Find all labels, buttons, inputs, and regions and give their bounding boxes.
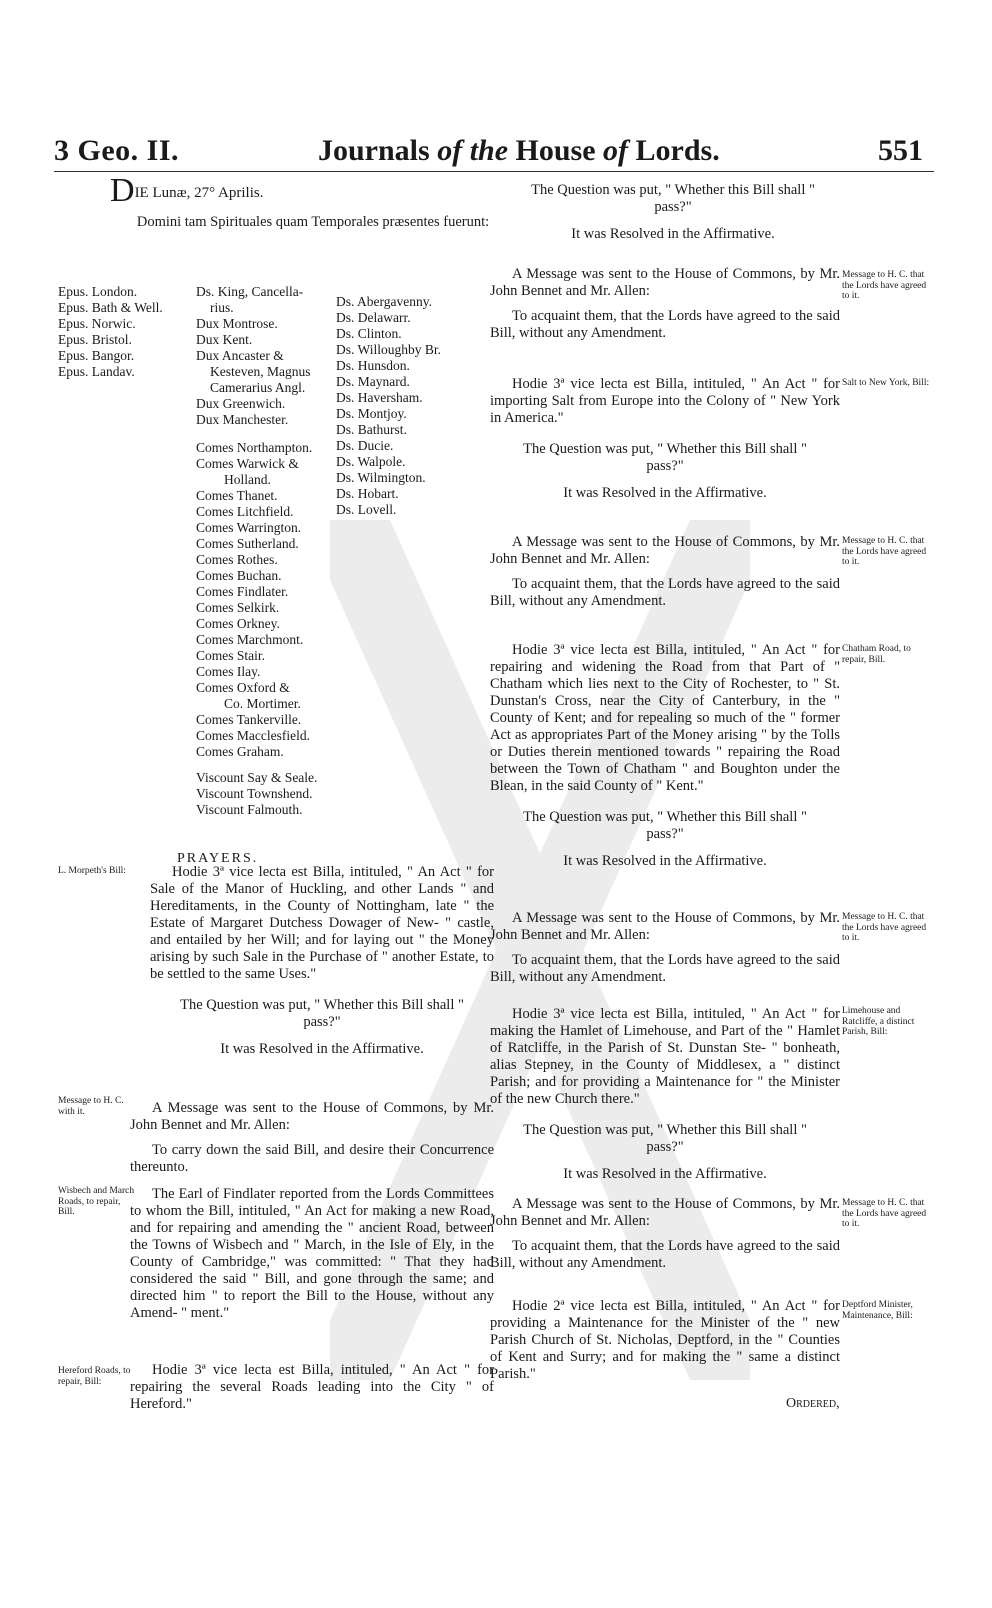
chatham-bill-entry <box>490 642 840 870</box>
message-entry <box>490 266 840 342</box>
list-item: Ds. Haversham. <box>336 390 423 405</box>
list-item: Comes Marchmont. <box>196 632 304 647</box>
list-item: Comes Tankerville. <box>196 712 302 727</box>
list-item: Ds. Bathurst. <box>336 422 407 437</box>
list-item: Ds. Hunsdon. <box>336 358 410 373</box>
message-entry <box>490 534 840 610</box>
bill-text: Hodie 3ª vice lecta est Billa, intituled, " An Act " for repairing the several Roads leading into the City " of Hereford." <box>130 1362 494 1412</box>
list-item: Comes Selkirk. <box>196 600 280 615</box>
wisbech-report-entry <box>130 1186 494 1322</box>
list-item: Epus. London. <box>58 284 138 299</box>
message-purpose: To acquaint them, that the Lords have agreed to the said Bill, without any Amendment. <box>490 952 840 985</box>
margin-note: Message to H. C. that the Lords have agreed to it. <box>842 912 927 943</box>
deptford-bill-entry <box>490 1298 840 1383</box>
list-item: Comes Thanet. <box>196 488 278 503</box>
margin-note: Deptford Minister, Maintenance, Bill: <box>842 1300 913 1321</box>
morpeth-bill-entry <box>150 864 494 1058</box>
list-item: Viscount Falmouth. <box>196 802 303 817</box>
list-item: Comes Northampton. <box>196 440 313 455</box>
list-item: Comes Rothes. <box>196 552 278 567</box>
list-item: Comes Macclesfield. <box>196 728 310 743</box>
list-item: Ds. Wilmington. <box>336 470 426 485</box>
message-entry <box>490 910 840 986</box>
resolution-text: It was Resolved in the Affirmative. <box>563 485 767 501</box>
list-item: Ds. Willoughby Br. <box>336 342 441 357</box>
list-item: Ds. Delawarr. <box>336 310 411 325</box>
list-item: Ds. Lovell. <box>336 502 397 517</box>
left-column <box>110 172 496 231</box>
bill-text: Hodie 3ª vice lecta est Billa, intituled, " An Act " for making the Hamlet of Limehouse, and Part of the " Hamlet of Ratcliffe, in the Parish of St. Dunstan Ste- " bonheath, alias Stepney, in the County of Middlesex, a " distinct Parish; and for providing a Maintenance for " the Minister of the new Church there." <box>490 1006 840 1107</box>
list-item: Ds. Walpole. <box>336 454 406 469</box>
list-item: Comes Stair. <box>196 648 266 663</box>
list-item: Viscount Say & Seale. <box>196 770 318 785</box>
bill-text: Hodie 2ª vice lecta est Billa, intituled, " An Act " for providing a Maintenance for the Minister of the " new Parish Church of St. Nicholas, Deptford, in the " Counties of Kent and Surry; and for making the " same a distinct Parish." <box>490 1298 840 1382</box>
catchword: Ordered, <box>786 1396 840 1411</box>
margin-note: Hereford Roads, to repair, Bill: <box>58 1366 131 1387</box>
margin-note: L. Morpeth's Bill: <box>58 866 126 876</box>
list-item: Comes Orkney. <box>196 616 280 631</box>
list-item: Comes Litchfield. <box>196 504 294 519</box>
resolution-text: It was Resolved in the Affirmative. <box>571 226 775 242</box>
message-purpose: To acquaint them, that the Lords have agreed to the said Bill, without any Amendment. <box>490 308 840 341</box>
list-item: Co. Mortimer. <box>224 696 301 711</box>
list-item: Ds. Hobart. <box>336 486 399 501</box>
report-text: The Earl of Findlater reported from the Lords Committees to whom the Bill, intituled, " An Act for making a new Road, and for repairing and amending the " ancient Road, between the Towns of Wisbech and " March, in the Isle of Ely, in the County of Cambridge," was committed: " That they had considered the said " Bill, and gone through the same; and directed him " to report the Bill to the House, without any Amend- " ment." <box>130 1186 494 1321</box>
list-item: Dux Ancaster & <box>196 348 284 363</box>
limehouse-bill-entry <box>490 1006 840 1183</box>
margin-note: Message to H. C. that the Lords have agreed to it. <box>842 1198 927 1229</box>
list-item: Comes Buchan. <box>196 568 282 583</box>
list-item: Comes Graham. <box>196 744 284 759</box>
message-entry <box>130 1100 494 1176</box>
message-text: A Message was sent to the House of Commons, by Mr. John Bennet and Mr. Allen: <box>490 266 840 299</box>
header-rule <box>54 171 934 172</box>
list-item: Comes Ilay. <box>196 664 261 679</box>
resolution-text: It was Resolved in the Affirmative. <box>563 1166 767 1182</box>
sitting-date: DIE Lunæ, 27° Aprilis. <box>110 172 264 209</box>
question-text: The Question was put, " Whether this Bill shall " pass?" <box>180 997 464 1030</box>
message-purpose: To carry down the said Bill, and desire their Concurrence thereunto. <box>130 1142 494 1175</box>
margin-note: Message to H. C. that the Lords have agreed to it. <box>842 536 927 567</box>
margin-note: Limehouse and Ratcliffe, a distinct Parish, Bill: <box>842 1006 915 1037</box>
list-item: Epus. Landav. <box>58 364 135 379</box>
present-line: Domini tam Spirituales quam Temporales præsentes fuerunt: <box>136 214 490 230</box>
list-item: Comes Oxford & <box>196 680 290 695</box>
page-number: 551 <box>878 134 923 167</box>
running-title: Journals of the House of Lords. <box>318 134 720 167</box>
margin-note: Chatham Road, to repair, Bill. <box>842 644 911 665</box>
list-item: Ds. King, Cancella- <box>196 284 304 299</box>
list-item: Comes Findlater. <box>196 584 289 599</box>
salt-bill-entry <box>490 376 840 502</box>
list-item: Camerarius Angl. <box>210 380 306 395</box>
list-item: Dux Montrose. <box>196 316 278 331</box>
margin-note: Message to H. C. that the Lords have agreed to it. <box>842 270 927 301</box>
list-item: Epus. Norwic. <box>58 316 136 331</box>
message-purpose: To acquaint them, that the Lords have agreed to the said Bill, without any Amendment. <box>490 576 840 609</box>
question-text: The Question was put, " Whether this Bill shall " pass?" <box>531 182 815 215</box>
question-text: The Question was put, " Whether this Bill shall " pass?" <box>523 809 807 842</box>
question-text: The Question was put, " Whether this Bill shall " pass?" <box>523 1122 807 1155</box>
bill-text: Hodie 3ª vice lecta est Billa, intituled, " An Act " for repairing and widening the Road from that Part of " Chatham which lies next to the City of Rochester, to " St. Dunstan's Cross, near the City of Canterbury, in the " County of Kent; and for repealing so much of the " former Act as appropriates Part of the Money arising " by the Tolls or Duties therein mentioned towards " repairing the Road between the Town of Chatham " and Boughton under the Blean, in the said County of " Kent." <box>490 642 840 794</box>
list-item: Ds. Maynard. <box>336 374 410 389</box>
bill-text: Hodie 3ª vice lecta est Billa, intituled, " An Act " for importing Salt from Europe into the Colony of " New York in America." <box>490 376 840 426</box>
list-item: Dux Kent. <box>196 332 253 347</box>
list-item: Ds. Ducie. <box>336 438 394 453</box>
viscounts-list <box>196 770 317 818</box>
list-item: Epus. Bristol. <box>58 332 132 347</box>
resolution-text: It was Resolved in the Affirmative. <box>563 853 767 869</box>
question-text: The Question was put, " Whether this Bill shall " pass?" <box>523 441 807 474</box>
list-item: Holland. <box>224 472 271 487</box>
list-item: Kesteven, Magnus <box>210 364 311 379</box>
list-item: Ds. Montjoy. <box>336 406 407 421</box>
list-item: Viscount Townshend. <box>196 786 313 801</box>
earls-list <box>196 440 312 760</box>
resolution-text: It was Resolved in the Affirmative. <box>220 1041 424 1057</box>
bill-text: Hodie 3ª vice lecta est Billa, intituled, " An Act " for Sale of the Manor of Huckling, and other Lands " and Hereditaments, in the County of Nottingham, late " the Estate of Margaret Dutchess Dowager of New- " castle, and entailed by her Will; and for laying out " the Money arising by such Sale in the Purchase of " another Estate, to be settled to the same Uses." <box>150 864 494 982</box>
list-item: rius. <box>210 300 234 315</box>
margin-note: Wisbech and March Roads, to repair, Bill. <box>58 1186 135 1217</box>
regnal-year: 3 Geo. II. <box>54 134 179 167</box>
list-item: Epus. Bath & Well. <box>58 300 163 315</box>
list-item: Epus. Bangor. <box>58 348 135 363</box>
right-opening <box>500 182 846 243</box>
margin-note: Salt to New York, Bill: <box>842 378 930 388</box>
list-item: Ds. Clinton. <box>336 326 402 341</box>
message-entry <box>490 1196 840 1272</box>
message-text: A Message was sent to the House of Commons, by Mr. John Bennet and Mr. Allen: <box>490 910 840 943</box>
list-item: Dux Greenwich. <box>196 396 286 411</box>
list-item: Ds. Abergavenny. <box>336 294 432 309</box>
hereford-bill-entry <box>130 1362 494 1413</box>
list-item: Comes Sutherland. <box>196 536 299 551</box>
list-item: Dux Manchester. <box>196 412 289 427</box>
prayers-heading: PRAYERS. <box>177 851 259 866</box>
message-text: A Message was sent to the House of Commons, by Mr. John Bennet and Mr. Allen: <box>490 534 840 567</box>
message-text: A Message was sent to the House of Commons, by Mr. John Bennet and Mr. Allen: <box>490 1196 840 1229</box>
list-item: Comes Warrington. <box>196 520 302 535</box>
message-purpose: To acquaint them, that the Lords have agreed to the said Bill, without any Amendment. <box>490 1238 840 1271</box>
dukes-list <box>196 284 310 428</box>
bishops-list <box>58 284 163 380</box>
list-item: Comes Warwick & <box>196 456 299 471</box>
margin-note: Message to H. C. with it. <box>58 1096 124 1117</box>
message-text: A Message was sent to the House of Commons, by Mr. John Bennet and Mr. Allen: <box>130 1100 494 1133</box>
barons-list <box>336 294 441 518</box>
